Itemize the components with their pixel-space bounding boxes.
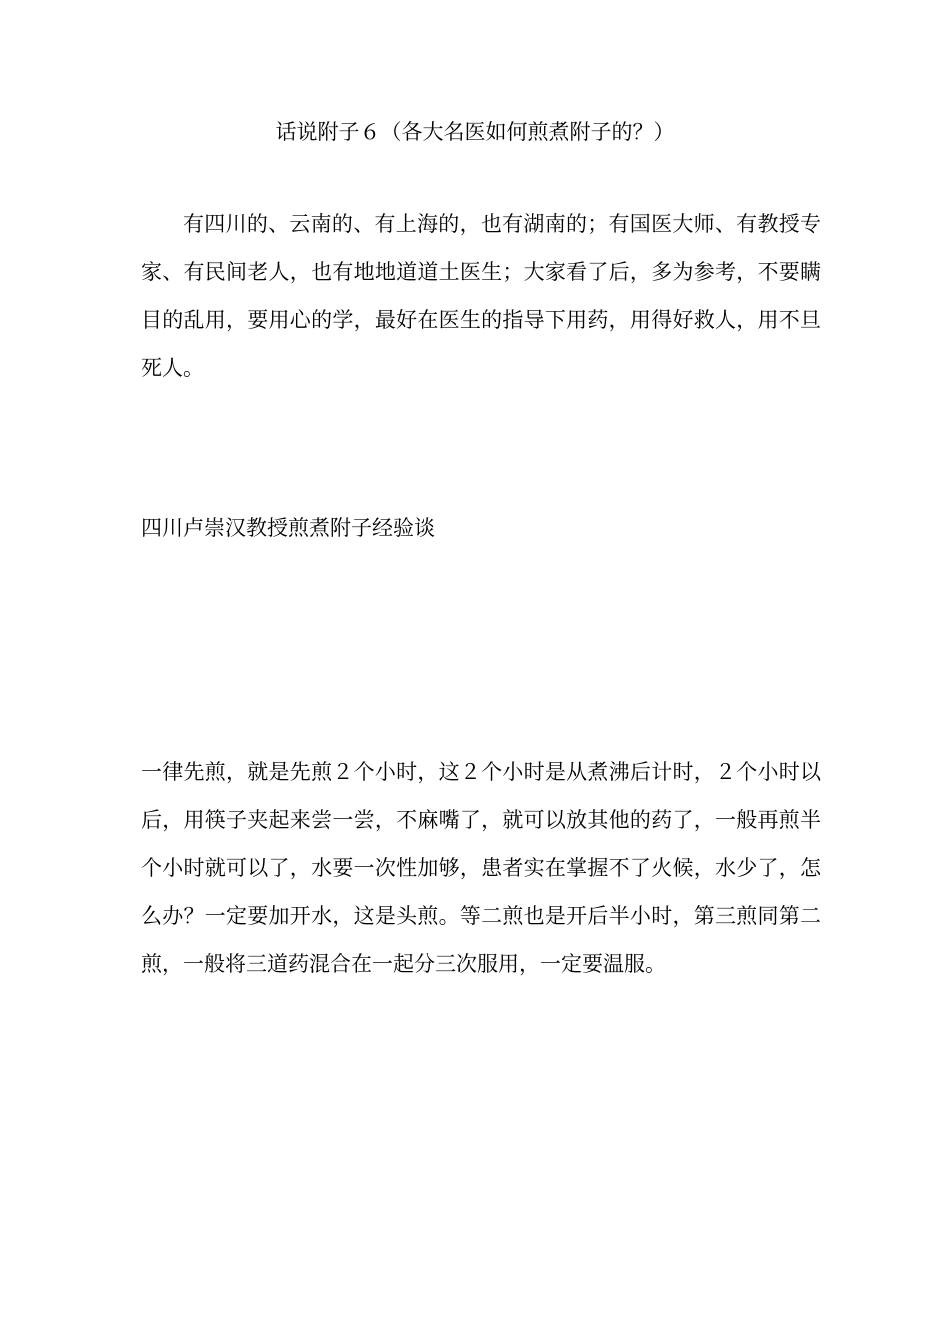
document-title: 话说附子６（各大名医如何煎煮附子的？） [275, 120, 675, 144]
intro-paragraph: 有四川的、云南的、有上海的，也有湖南的；有国医大师、有教授专家、有民间老人，也有地地道道土医生；大家看了后，多为参考，不要瞒目的乱用，要用心的学，最好在医生的指导下用药，用得好救人，用不旦死人。 [141, 212, 821, 380]
section-heading: 四川卢崇汉教授煎煮附子经验谈 [141, 516, 435, 540]
section-body-paragraph: 一律先煎，就是先煎２个小时，这２个小时是从煮沸后计时，２个小时以后，用筷子夹起来尝一尝，不麻嘴了，就可以放其他的药了，一般再煎半个小时就可以了，水要一次性加够，患者实在掌握不了火候，水少了，怎么办？一定要加开水，这是头煎。等二煎也是开后半小时，第三煎同第二煎，一般将三道药混合在一起分三次服用，一定要温服。 [141, 760, 821, 976]
